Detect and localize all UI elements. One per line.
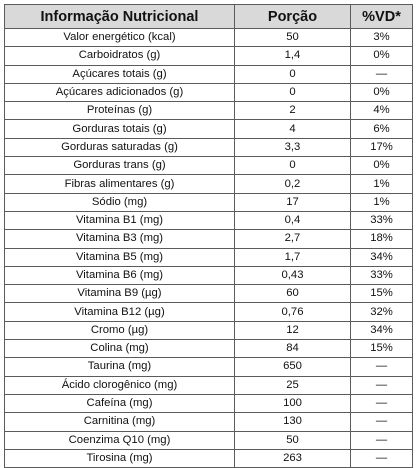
table-row — [5, 83, 413, 101]
cell-daily-value: — — [351, 394, 413, 412]
table-row — [5, 358, 413, 376]
cell-portion: 0,43 — [235, 266, 351, 284]
cell-portion: 100 — [235, 394, 351, 412]
cell-portion: 84 — [235, 340, 351, 358]
cell-daily-value: 15% — [351, 285, 413, 303]
cell-nutrient: Vitamina B9 (µg) — [5, 285, 235, 303]
cell-nutrient: Vitamina B6 (mg) — [5, 266, 235, 284]
cell-nutrient: Ácido clorogênico (mg) — [5, 376, 235, 394]
cell-nutrient: Gorduras totais (g) — [5, 120, 235, 138]
cell-daily-value: — — [351, 431, 413, 449]
table-row — [5, 157, 413, 175]
cell-daily-value: 1% — [351, 175, 413, 193]
cell-daily-value: — — [351, 449, 413, 467]
cell-nutrient: Vitamina B5 (mg) — [5, 248, 235, 266]
cell-nutrient: Vitamina B1 (mg) — [5, 211, 235, 229]
cell-nutrient: Gorduras trans (g) — [5, 157, 235, 175]
header-nutrient: Informação Nutricional — [5, 5, 235, 29]
cell-portion: 0 — [235, 83, 351, 101]
cell-nutrient: Cromo (µg) — [5, 321, 235, 339]
cell-nutrient: Coenzima Q10 (mg) — [5, 431, 235, 449]
cell-portion: 650 — [235, 358, 351, 376]
cell-daily-value: — — [351, 376, 413, 394]
cell-daily-value: — — [351, 65, 413, 83]
table-row — [5, 266, 413, 284]
table-row — [5, 175, 413, 193]
cell-portion: 4 — [235, 120, 351, 138]
table-row — [5, 102, 413, 120]
table-row — [5, 413, 413, 431]
cell-nutrient: Tirosina (mg) — [5, 449, 235, 467]
cell-portion: 1,4 — [235, 47, 351, 65]
cell-portion: 0,4 — [235, 211, 351, 229]
table-row — [5, 376, 413, 394]
cell-portion: 2,7 — [235, 230, 351, 248]
header-daily-value: %VD* — [351, 5, 413, 29]
table-row — [5, 340, 413, 358]
cell-portion: 263 — [235, 449, 351, 467]
cell-portion: 25 — [235, 376, 351, 394]
cell-daily-value: 33% — [351, 211, 413, 229]
cell-nutrient: Fibras alimentares (g) — [5, 175, 235, 193]
cell-daily-value: — — [351, 413, 413, 431]
cell-portion: 0 — [235, 65, 351, 83]
cell-nutrient: Taurina (mg) — [5, 358, 235, 376]
cell-portion: 0,76 — [235, 303, 351, 321]
cell-nutrient: Carnitina (mg) — [5, 413, 235, 431]
cell-portion: 17 — [235, 193, 351, 211]
cell-nutrient: Proteínas (g) — [5, 102, 235, 120]
table-row — [5, 29, 413, 47]
table-row — [5, 138, 413, 156]
cell-daily-value: 32% — [351, 303, 413, 321]
table-row — [5, 303, 413, 321]
cell-portion: 3,3 — [235, 138, 351, 156]
table-row — [5, 431, 413, 449]
table-body — [5, 29, 413, 468]
cell-nutrient: Colina (mg) — [5, 340, 235, 358]
cell-portion: 0 — [235, 157, 351, 175]
cell-daily-value: 0% — [351, 157, 413, 175]
cell-nutrient: Cafeína (mg) — [5, 394, 235, 412]
cell-daily-value: 33% — [351, 266, 413, 284]
cell-portion: 60 — [235, 285, 351, 303]
cell-portion: 12 — [235, 321, 351, 339]
nutrition-table — [4, 4, 413, 468]
cell-portion: 2 — [235, 102, 351, 120]
cell-daily-value: 0% — [351, 47, 413, 65]
cell-daily-value: 0% — [351, 83, 413, 101]
cell-nutrient: Sódio (mg) — [5, 193, 235, 211]
cell-nutrient: Gorduras saturadas (g) — [5, 138, 235, 156]
cell-daily-value: 34% — [351, 248, 413, 266]
cell-daily-value: 17% — [351, 138, 413, 156]
header-portion: Porção — [235, 5, 351, 29]
table-row — [5, 193, 413, 211]
cell-daily-value: 15% — [351, 340, 413, 358]
cell-portion: 0,2 — [235, 175, 351, 193]
table-row — [5, 285, 413, 303]
table-row — [5, 449, 413, 467]
table-row — [5, 230, 413, 248]
cell-nutrient: Vitamina B3 (mg) — [5, 230, 235, 248]
cell-daily-value: 3% — [351, 29, 413, 47]
cell-nutrient: Carboidratos (g) — [5, 47, 235, 65]
table-row — [5, 321, 413, 339]
cell-daily-value: 4% — [351, 102, 413, 120]
cell-nutrient: Açúcares adicionados (g) — [5, 83, 235, 101]
cell-portion: 130 — [235, 413, 351, 431]
cell-daily-value: — — [351, 358, 413, 376]
cell-daily-value: 1% — [351, 193, 413, 211]
table-row — [5, 65, 413, 83]
cell-portion: 50 — [235, 431, 351, 449]
table-header-row — [5, 5, 413, 29]
cell-portion: 50 — [235, 29, 351, 47]
cell-daily-value: 34% — [351, 321, 413, 339]
cell-daily-value: 18% — [351, 230, 413, 248]
cell-nutrient: Açúcares totais (g) — [5, 65, 235, 83]
table-row — [5, 394, 413, 412]
cell-daily-value: 6% — [351, 120, 413, 138]
cell-portion: 1,7 — [235, 248, 351, 266]
table-row — [5, 211, 413, 229]
table-row — [5, 120, 413, 138]
table-row — [5, 47, 413, 65]
cell-nutrient: Valor energético (kcal) — [5, 29, 235, 47]
cell-nutrient: Vitamina B12 (µg) — [5, 303, 235, 321]
table-row — [5, 248, 413, 266]
